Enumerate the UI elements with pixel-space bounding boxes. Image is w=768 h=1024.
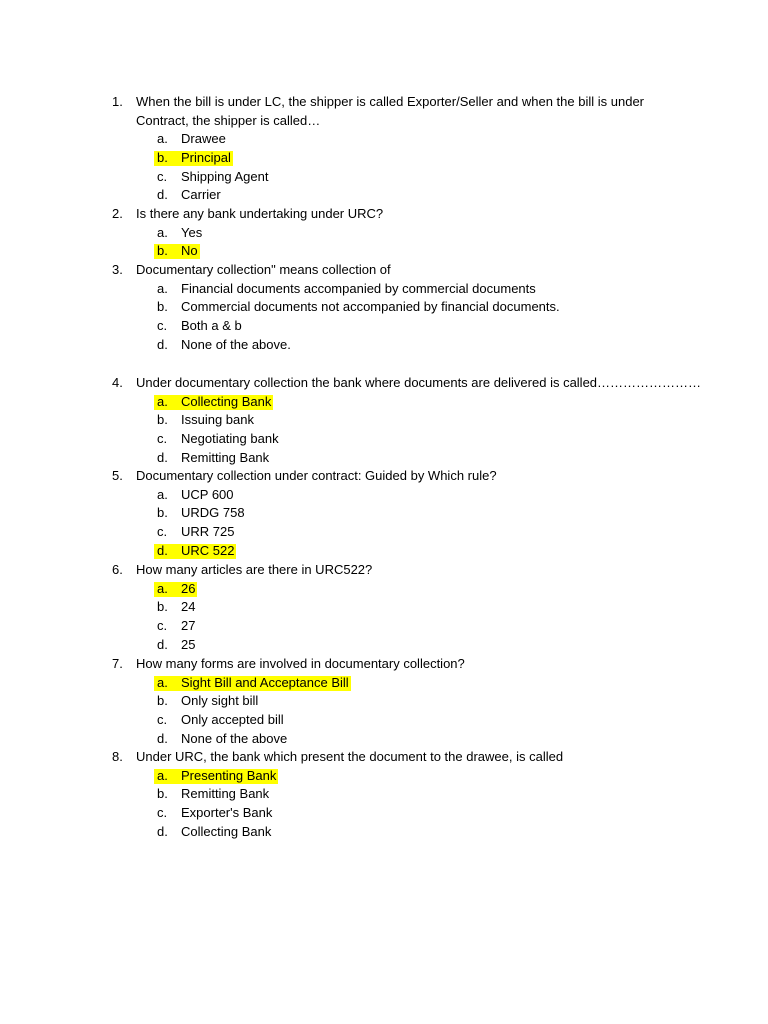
question-text: Documentary collection" means collection of [136, 262, 391, 277]
option-letter: c. [157, 317, 168, 333]
question-text: How many articles are there in URC522? [136, 562, 373, 577]
option-text: Only accepted bill [181, 711, 284, 727]
option-text: Carrier [181, 187, 221, 203]
option-letter: b. [157, 693, 168, 709]
question-4 [0, 374, 768, 467]
option-letter: c. [157, 523, 168, 539]
question-number: 1. [112, 94, 123, 109]
question-stem [0, 561, 768, 580]
option-letter: a. [157, 486, 168, 502]
option-letter: a. [157, 674, 168, 690]
option-letter: c. [157, 711, 168, 727]
option-letter: d. [157, 187, 168, 203]
option-letter: b. [157, 243, 168, 259]
option-a [0, 674, 768, 693]
option-b [0, 598, 768, 617]
option-text: No [181, 243, 198, 259]
question-stem [0, 93, 768, 130]
option-text: Financial documents accompanied by commercial documents [181, 280, 536, 296]
option-letter: b. [157, 599, 168, 615]
option-letter: b. [157, 412, 168, 428]
option-a [0, 280, 768, 299]
option-letter: b. [157, 505, 168, 521]
question-6 [0, 561, 768, 654]
option-b [0, 298, 768, 317]
question-number: 3. [112, 262, 123, 277]
option-letter: a. [157, 580, 168, 596]
option-letter: d. [157, 730, 168, 746]
option-d [0, 336, 768, 355]
question-stem [0, 205, 768, 224]
option-c [0, 804, 768, 823]
option-c [0, 523, 768, 542]
option-text: None of the above [181, 730, 288, 746]
option-d [0, 186, 768, 205]
option-letter: a. [157, 393, 168, 409]
option-letter: b. [157, 299, 168, 315]
question-text: Under URC, the bank which present the document to the drawee, is called [136, 749, 564, 764]
option-d [0, 636, 768, 655]
option-text: Collecting Bank [181, 823, 272, 839]
option-text: Principal [181, 149, 231, 165]
question-text: Is there any bank undertaking under URC? [136, 206, 384, 221]
option-d [0, 730, 768, 749]
option-c [0, 711, 768, 730]
option-b [0, 411, 768, 430]
option-text: 26 [181, 580, 196, 596]
option-text: Yes [181, 224, 203, 240]
option-text: Exporter's Bank [181, 804, 273, 820]
option-text: 27 [181, 617, 196, 633]
option-letter: d. [157, 449, 168, 465]
option-letter: b. [157, 149, 168, 165]
question-number: 8. [112, 749, 123, 764]
option-b [0, 242, 768, 261]
option-text: Commercial documents not accompanied by financial documents. [181, 299, 560, 315]
question-stem [0, 655, 768, 674]
question-text: When the bill is under LC, the shipper is called Exporter/Seller and when the bill is under Contract, the shipper is called… [136, 94, 644, 128]
option-letter: b. [157, 786, 168, 802]
question-stem [0, 467, 768, 486]
option-text: Collecting Bank [181, 393, 272, 409]
question-text: Documentary collection under contract: Guided by Which rule? [136, 468, 497, 483]
option-a [0, 580, 768, 599]
option-letter: a. [157, 131, 168, 147]
option-text: 25 [181, 636, 196, 652]
option-text: Only sight bill [181, 693, 259, 709]
question-5 [0, 467, 768, 560]
question-stem [0, 748, 768, 767]
option-text: Negotiating bank [181, 430, 279, 446]
question-number: 5. [112, 468, 123, 483]
option-text: UCP 600 [181, 486, 234, 502]
option-d [0, 542, 768, 561]
option-d [0, 823, 768, 842]
question-2 [0, 205, 768, 261]
option-b [0, 504, 768, 523]
question-1 [0, 93, 768, 205]
question-number: 2. [112, 206, 123, 221]
option-letter: c. [157, 617, 168, 633]
option-text: Shipping Agent [181, 168, 269, 184]
question-8 [0, 748, 768, 841]
option-text: Issuing bank [181, 412, 254, 428]
question-text: Under documentary collection the bank where documents are delivered is called…………………… [136, 375, 702, 390]
option-text: Remitting Bank [181, 449, 270, 465]
option-text: None of the above. [181, 336, 291, 352]
option-text: Sight Bill and Acceptance Bill [181, 674, 349, 690]
option-letter: a. [157, 224, 168, 240]
option-letter: c. [157, 430, 168, 446]
option-text: Both a & b [181, 317, 242, 333]
question-number: 7. [112, 656, 123, 671]
option-c [0, 317, 768, 336]
option-a [0, 767, 768, 786]
option-text: Presenting Bank [181, 767, 277, 783]
question-stem [0, 261, 768, 280]
question-text: How many forms are involved in documentary collection? [136, 656, 465, 671]
option-text: 24 [181, 599, 196, 615]
option-c [0, 430, 768, 449]
option-letter: d. [157, 542, 168, 558]
question-number: 4. [112, 375, 123, 390]
option-a [0, 393, 768, 412]
option-c [0, 168, 768, 187]
option-text: URR 725 [181, 523, 235, 539]
option-letter: d. [157, 823, 168, 839]
option-text: URDG 758 [181, 505, 245, 521]
option-text: Drawee [181, 131, 226, 147]
option-letter: a. [157, 280, 168, 296]
option-b [0, 785, 768, 804]
question-number: 6. [112, 562, 123, 577]
option-letter: c. [157, 168, 168, 184]
question-3 [0, 261, 768, 354]
option-text: URC 522 [181, 542, 235, 558]
option-b [0, 149, 768, 168]
option-letter: d. [157, 636, 168, 652]
option-a [0, 224, 768, 243]
option-b [0, 692, 768, 711]
option-c [0, 617, 768, 636]
option-a [0, 130, 768, 149]
question-stem [0, 374, 768, 393]
option-letter: d. [157, 336, 168, 352]
option-text: Remitting Bank [181, 786, 270, 802]
option-letter: c. [157, 804, 168, 820]
option-a [0, 486, 768, 505]
question-7 [0, 655, 768, 748]
option-d [0, 449, 768, 468]
option-letter: a. [157, 767, 168, 783]
